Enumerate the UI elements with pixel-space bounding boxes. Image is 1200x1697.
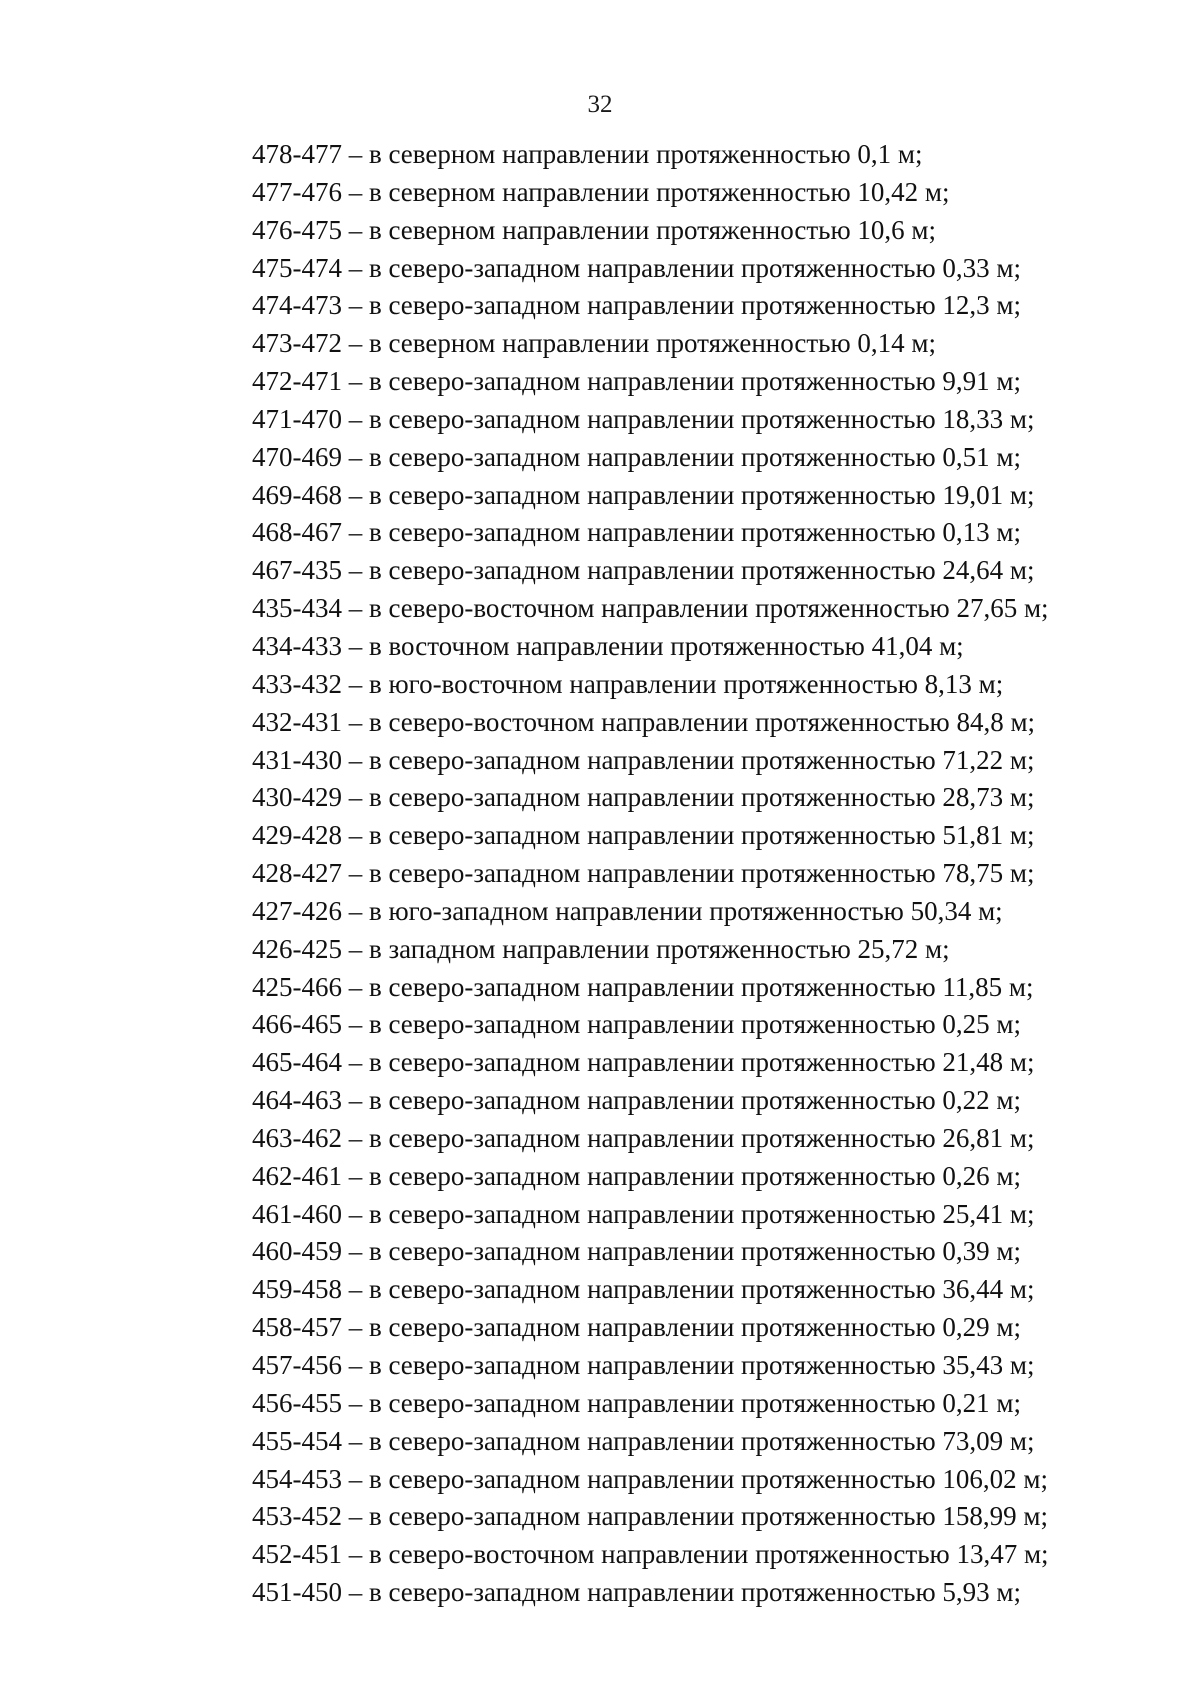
boundary-segment-line: 476-475 – в северном направлении протяженностью 10,6 м;: [252, 214, 937, 245]
boundary-segment-line: 459-458 – в северо-западном направлении протяженностью 36,44 м;: [252, 1274, 1035, 1305]
boundary-segment-line: 462-461 – в северо-западном направлении протяженностью 0,26 м;: [252, 1160, 1021, 1191]
boundary-segment-line: 456-455 – в северо-западном направлении протяженностью 0,21 м;: [252, 1387, 1021, 1418]
boundary-segment-line: 461-460 – в северо-западном направлении протяженностью 25,41 м;: [252, 1198, 1035, 1229]
boundary-segment-line: 454-453 – в северо-западном направлении протяженностью 106,02 м;: [252, 1463, 1048, 1494]
boundary-segment-line: 452-451 – в северо-восточном направлении протяженностью 13,47 м;: [252, 1539, 1049, 1570]
boundary-segment-line: 455-454 – в северо-западном направлении протяженностью 73,09 м;: [252, 1425, 1035, 1456]
boundary-segment-line: 457-456 – в северо-западном направлении протяженностью 35,43 м;: [252, 1350, 1035, 1380]
boundary-segment-line: 429-428 – в северо-западном направлении протяженностью 51,81 м;: [252, 820, 1035, 851]
boundary-segment-line: 430-429 – в северо-западном направлении протяженностью 28,73 м;: [252, 782, 1035, 813]
boundary-segment-line: 472-471 – в северо-западном направлении протяженностью 9,91 м;: [252, 366, 1021, 397]
boundary-segment-line: 475-474 – в северо-западном направлении протяженностью 0,33 м;: [252, 252, 1021, 283]
boundary-segment-line: 471-470 – в северо-западном направлении протяженностью 18,33 м;: [252, 403, 1035, 434]
boundary-segment-line: 428-427 – в северо-западном направлении протяженностью 78,75 м;: [252, 858, 1035, 889]
boundary-segment-line: 432-431 – в северо-восточном направлении протяженностью 84,8 м;: [252, 706, 1036, 737]
boundary-segment-line: 435-434 – в северо-восточном направлении протяженностью 27,65 м;: [252, 593, 1049, 624]
boundary-segment-line: 460-459 – в северо-западном направлении протяженностью 0,39 м;: [252, 1236, 1021, 1267]
boundary-segment-line: 434-433 – в восточном направлении протяженностью 41,04 м;: [252, 630, 964, 661]
page-number: 32: [587, 91, 613, 118]
boundary-segment-line: 451-450 – в северо-западном направлении протяженностью 5,93 м;: [252, 1577, 1021, 1608]
boundary-segment-line: 469-468 – в северо-западном направлении протяженностью 19,01 м;: [252, 479, 1035, 510]
boundary-segment-line: 425-466 – в северо-западном направлении протяженностью 11,85 м;: [252, 971, 1034, 1002]
boundary-segment-line: 427-426 – в юго-западном направлении протяженностью 50,34 м;: [252, 895, 1003, 926]
boundary-segment-line: 477-476 – в северном направлении протяженностью 10,42 м;: [252, 176, 950, 207]
boundary-segment-line: 458-457 – в северо-западном направлении протяженностью 0,29 м;: [252, 1312, 1021, 1343]
boundary-segment-line: 464-463 – в северо-западном направлении протяженностью 0,22 м;: [252, 1085, 1021, 1116]
boundary-segment-list: [252, 136, 1049, 1612]
boundary-segment-line: 467-435 – в северо-западном направлении протяженностью 24,64 м;: [252, 555, 1035, 586]
boundary-segment-line: 463-462 – в северо-западном направлении протяженностью 26,81 м;: [252, 1122, 1035, 1153]
boundary-segment-line: 474-473 – в северо-западном направлении протяженностью 12,3 м;: [252, 290, 1021, 321]
boundary-segment-line: 466-465 – в северо-западном направлении протяженностью 0,25 м;: [252, 1009, 1021, 1040]
boundary-segment-line: 465-464 – в северо-западном направлении протяженностью 21,48 м;: [252, 1047, 1035, 1078]
boundary-segment-line: 478-477 – в северном направлении протяженностью 0,1 м;: [252, 139, 923, 169]
boundary-segment-line: 453-452 – в северо-западном направлении протяженностью 158,99 м;: [252, 1501, 1048, 1532]
boundary-segment-line: 468-467 – в северо-западном направлении протяженностью 0,13 м;: [252, 517, 1021, 548]
boundary-segment-line: 433-432 – в юго-восточном направлении протяженностью 8,13 м;: [252, 668, 1004, 699]
boundary-segment-line: 473-472 – в северном направлении протяженностью 0,14 м;: [252, 328, 937, 359]
boundary-segment-line: 431-430 – в северо-западном направлении протяженностью 71,22 м;: [252, 744, 1035, 775]
boundary-segment-line: 426-425 – в западном направлении протяженностью 25,72 м;: [252, 933, 950, 964]
boundary-segment-line: 470-469 – в северо-западном направлении протяженностью 0,51 м;: [252, 441, 1021, 472]
